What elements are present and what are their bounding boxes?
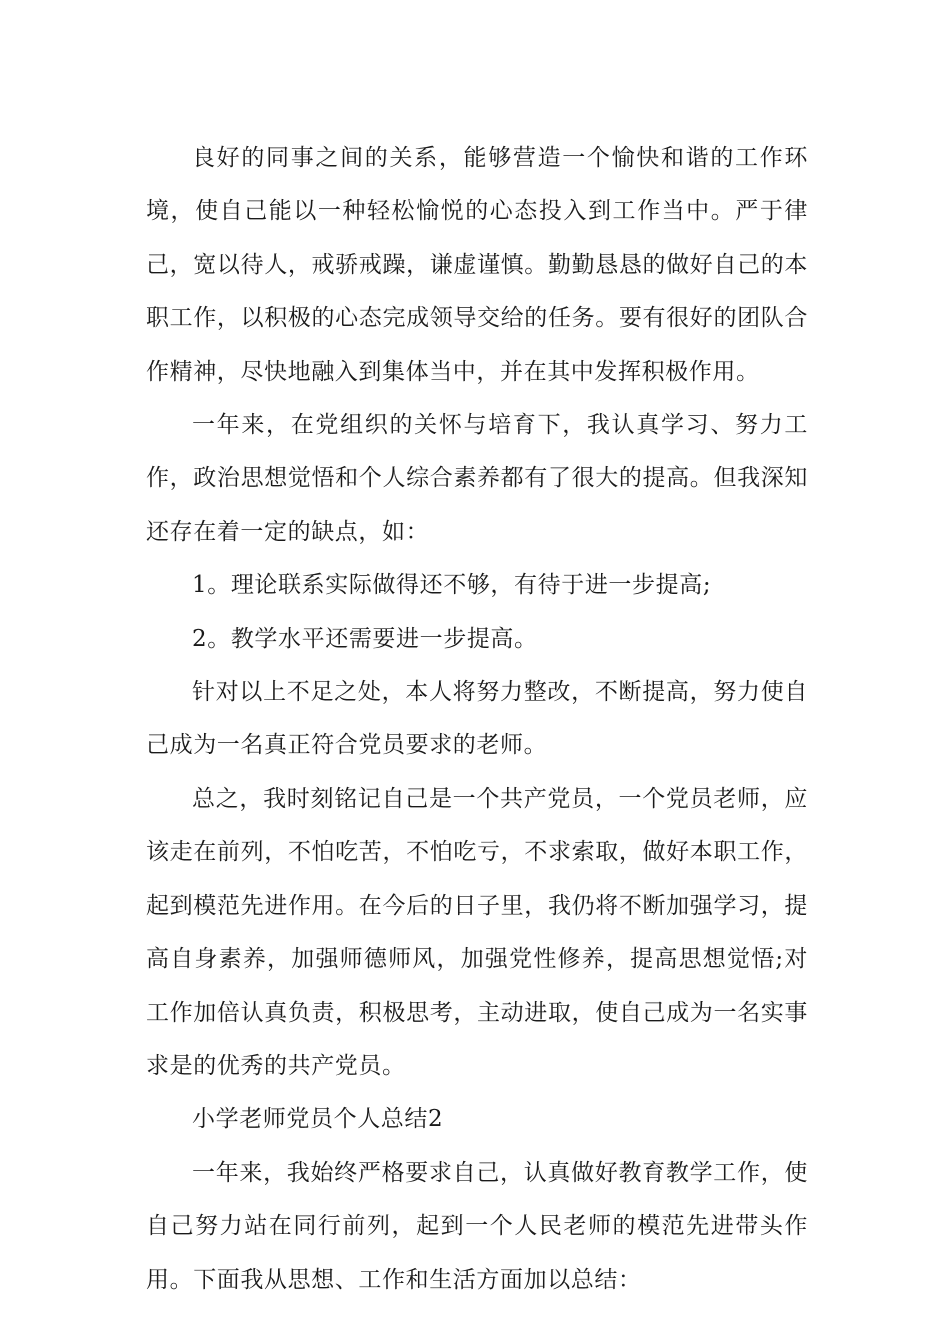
- document-body: [146, 132, 808, 1307]
- paragraph-improvement: 针对以上不足之处，本人将努力整改，不断提高，努力使自己成为一名真正符合党员要求的老师。: [146, 679, 808, 759]
- paragraph-colleague-relations: 良好的同事之间的关系，能够营造一个愉快和谐的工作环境，使自己能以一种轻松愉悦的心态投入到工作当中。严于律己，宽以待人，戒骄戒躁，谦虚谨慎。勤勤恳恳的做好自己的本职工作，以积极的心态完成领导交给的任务。要有很好的团队合作精神，尽快地融入到集体当中，并在其中发挥积极作用。: [146, 145, 808, 385]
- section-heading: 小学老师党员个人总结2: [192, 1106, 444, 1133]
- paragraph-conclusion: 总之，我时刻铭记自己是一个共产党员，一个党员老师，应该走在前列，不怕吃苦，不怕吃亏，不求索取，做好本职工作，起到模范先进作用。在今后的日子里，我仍将不断加强学习，提高自身素养，加强师德师风，加强党性修养，提高思想觉悟;对工作加倍认真负责，积极思考，主动进取，使自己成为一名实事求是的优秀的共产党员。: [146, 785, 808, 1079]
- list-item-shortcoming-1: 1。理论联系实际做得还不够，有待于进一步提高;: [192, 572, 712, 599]
- paragraph-summary-intro: 一年来，我始终严格要求自己，认真做好教育教学工作，使自己努力站在同行前列，起到一个人民老师的模范先进带头作用。下面我从思想、工作和生活方面加以总结：: [146, 1159, 808, 1293]
- paragraph-year-review: 一年来，在党组织的关怀与培育下，我认真学习、努力工作，政治思想觉悟和个人综合素养都有了很大的提高。但我深知还存在着一定的缺点，如：: [146, 412, 808, 545]
- list-item-shortcoming-2: 2。教学水平还需要进一步提高。: [192, 625, 538, 652]
